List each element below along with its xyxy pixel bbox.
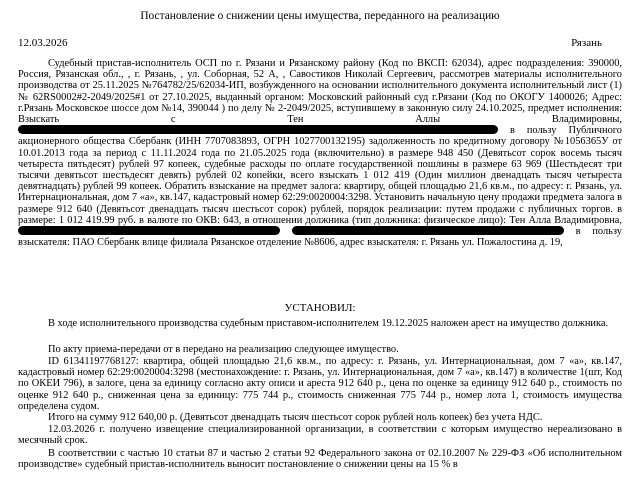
redaction-block (18, 125, 498, 134)
paragraph-arrest: В ходе исполнительного производства судебным приставом-исполнителем 19.12.2025 наложен арест на имущество должника. (48, 318, 609, 329)
redaction-block (292, 226, 564, 235)
paragraph-preamble (18, 58, 622, 248)
document-title: Постановление о снижении цены имущества, переданного на реализацию (140, 10, 500, 22)
paragraph-notice: 12.03.2026 г. получено извещение специализированной организации, в соответствии с которым имущество нереализовано в месячный срок. (18, 424, 622, 447)
paragraph-property: ID 61341197768127: квартира, общей площадью 21,6 кв.м., по адресу: г. Рязань, ул. Интернациональная, дом 7 «а», кв.147, кадастровый номер 62:29:0020004:3298 (местонахождение: г. Рязань, ул. Интернациональная, дом 7 «а», кв.147) в количестве 1(шт, Код по ОКЕИ 796), в залоге, цена за единицу согласно акту описи и ареста 912 640 р., цена по оценке за единицу 912 640 р., стоимость по оценке 912 640 р., сниженная цена за единицу: 775 744 р., стоимость сниженная 775 744 р., номер лота 1, стоимость имущества определена судом. (18, 356, 622, 412)
document-city: Рязань (571, 37, 602, 49)
redaction-block (18, 226, 280, 235)
debtor-name: Тен Аллы Владимировны, (287, 114, 622, 126)
paragraph-law: В соответствии с частью 10 статьи 87 и частью 2 статьи 92 Федерального закона от 02.10.2007 № 229-ФЗ «Об исполнительном производстве» судебный пристав-исполнитель выносит постановление о снижении цены на 15 % в (18, 448, 622, 471)
preamble-text: Судебный пристав-исполнитель ОСП по г. Рязани и Рязанскому району (Код по ВКСП: 62034), адрес подразделения: 390000, Россия, Рязанская обл., , г. Рязань, , ул. Соборная, 52 А, , Савостиков Николай Сергеевич, рассмотрев материалы исполнительного производства от 25.11.2025 №764782/25/62034-ИП, возбужденного на основании исполнительного документа исполнительный лист (1) № 62RS0002#2-2049/2025#1 от 27.10.2025, выданный органом: Московский районный суд г.Рязани (Код по ОКОГУ 1400026; Адрес: г.Рязань Московское шоссе дом №14, 390044 ) по делу № 2-2049/2025, вступившему в законную силу 24.10.2025, предмет исполнения: Взыскать с (18, 58, 622, 126)
paragraph-transfer: По акту приема-передачи от в передано на реализацию следующее имущество. (48, 344, 399, 355)
claimant-text: в пользу взыскателя: ПАО Сбербанк влице филиала Рязанское отделение №8606, адрес взыскателя: г. Рязань ул. Пожалостина д. 19, (18, 226, 622, 249)
claim-text: в пользу Публичного акционерного общества Сбербанк (ИНН 7707083893, ОГРН 1027700132195) задолженность по кредитному договору №1056365У от 10.01.2013 года за период с 11.11.2024 года по 21.05.2025 года (включительно) в размере 948 450 (Девятьсот сорок восемь тысяч четыреста пятьдесят) рублей 97 копеек, судебные расходы по оплате государственной пошлины в размере 63 969 (Шестьдесят три тысячи девятьсот шестьдесят девять) рублей 02 копейки, всего взыскать 1 012 419 (Один миллион двенадцать тысяч четыреста девятнадцать) рублей 99 копеек. Обратить взыскание на предмет залога: квартиру, общей площадью 21,6 кв.м., по адресу: г. Рязань, ул. Интернациональная, дом 7 «а», кв.147, кадастровый номер 62:29:0020004:3298. Установить начальную цену продажи предмета залога в размере 912 640 (Девятьсот двенадцать тысяч шестьсот сорок) рублей, порядок реализации: путем продажи с публичных торгов. в размере: 1 012 419.99 руб. в валюте по ОКВ: 643, в отношении должника (тип должника: физическое лицо): Тен Алла Владимировна, (18, 125, 622, 226)
document-date: 12.03.2026 (18, 37, 68, 49)
section-heading: УСТАНОВИЛ: (284, 302, 356, 314)
paragraph-total: Итого на сумму 912 640,00 р. (Девятьсот двенадцать тысяч шестьсот сорок рублей ноль копеек) без учета НДС. (48, 412, 543, 423)
